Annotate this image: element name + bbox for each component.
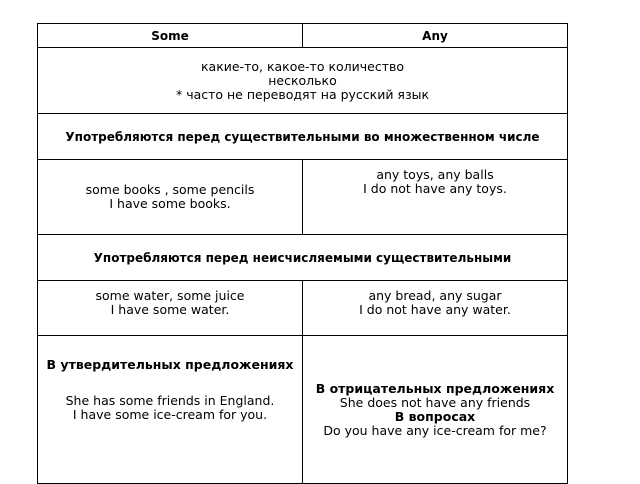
header-any: Any xyxy=(303,24,568,48)
header-row xyxy=(38,24,568,48)
section2-any-phrase: any bread, any sugar xyxy=(368,288,502,303)
section2-some-cell xyxy=(38,281,303,336)
section3-some-sentence-2: I have some ice-cream for you. xyxy=(72,407,268,422)
section1-some-cell xyxy=(38,160,303,235)
section3-any-sentence-negative: She does not have any friends xyxy=(339,394,531,410)
definition-row xyxy=(38,48,568,114)
section3-row xyxy=(38,336,568,484)
header-some: Some xyxy=(38,24,303,48)
section3-some-spacer xyxy=(42,372,298,394)
section1-examples-row xyxy=(38,160,568,235)
grammar-table xyxy=(37,23,568,484)
section1-some-sentence: I have some books. xyxy=(109,196,231,211)
section3-some-heading: В утвердительных предложениях xyxy=(46,357,294,372)
section1-some-phrase: some books , some pencils xyxy=(85,182,255,197)
section3-some-sentence-1: She has some friends in England. xyxy=(65,393,275,408)
definition-line-1: какие-то, какое-то количество xyxy=(200,58,405,74)
section3-any-heading-negative: В отрицательных предложениях xyxy=(315,380,555,396)
section2-examples-row xyxy=(38,281,568,336)
section2-some-sentence: I have some water. xyxy=(110,302,230,317)
section1-title-row xyxy=(38,114,568,160)
definition-note: * часто не переводят на русский язык xyxy=(175,86,430,102)
section2-any-cell xyxy=(303,281,568,336)
section1-any-cell xyxy=(303,160,568,235)
section2-title-row xyxy=(38,235,568,281)
section1-any-phrase: any toys, any balls xyxy=(376,167,494,182)
section1-any-sentence: I do not have any toys. xyxy=(363,181,507,196)
section1-title: Употребляются перед существительными во множественном числе xyxy=(38,114,568,160)
section2-some-phrase: some water, some juice xyxy=(95,288,245,303)
section3-any-cell xyxy=(303,336,568,484)
section3-any-sentence-question: Do you have any ice-cream for me? xyxy=(323,422,547,438)
section3-some-cell xyxy=(38,336,303,484)
section2-any-sentence: I do not have any water. xyxy=(359,302,511,317)
definition-line-2: несколько xyxy=(268,72,337,88)
definition-cell xyxy=(38,48,568,114)
section3-any-heading-questions: В вопросах xyxy=(394,408,476,424)
section2-title: Употребляются перед неисчисляемыми существительными xyxy=(38,235,568,281)
